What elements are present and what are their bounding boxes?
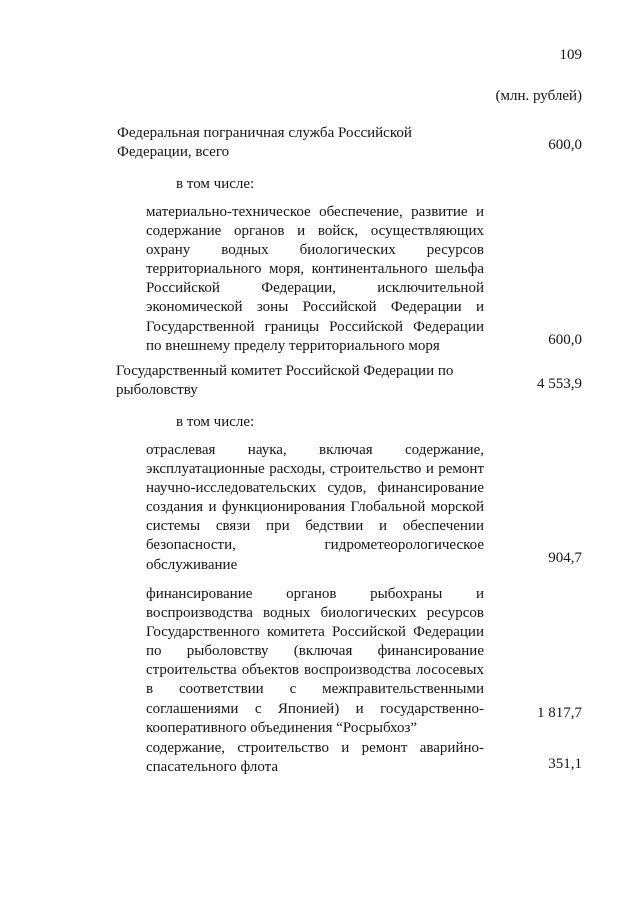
expense-item-text: материально-техническое обеспечение, развитие и содержание органов и войск, осуществляющих охрану водных биологических ресурсов территориального моря, континентального шельфа Российской Федерации, исключительной экономической зоны Российской Федерации и Государственной границы Российской Федерации по внешнему пределу территориального моря [146,204,484,354]
expense-item-amount: 904,7 [548,550,582,566]
expense-item-text: отраслевая наука, включая содержание, эксплуатационные расходы, строительство и ремонт научно-исследовательских судов, финансирование создания и функционирования Глобальной морской системы связи при бедствии и обеспечении безопасности, гидрометеорологическое обслуживание [146,442,484,573]
expense-item-amount: 351,1 [548,756,582,772]
sub-heading: в том числе: [176,414,255,430]
expense-item-amount: 1 817,7 [537,705,582,721]
org-total-border-service: 600,0 [548,137,582,153]
units-label: (млн. рублей) [495,88,582,104]
org-total-fisheries-committee: 4 553,9 [537,376,582,392]
sub-heading: в том числе: [176,176,255,192]
expense-item-amount: 600,0 [548,332,582,348]
expense-item-text: содержание, строительство и ремонт аварийно-спасательного флота [146,740,484,776]
expense-item-text: финансирование органов рыбохраны и воспроизводства водных биологических ресурсов Государственного комитета Российской Федерации по рыболовству (включая финансирование строительства объектов воспроизводства лососевых в соответствии с межправительственными соглашениями с Японией) и государственно-кооперативного объединения “Росрыбхоз” [146,586,484,736]
page-number: 109 [559,47,582,63]
org-name-border-service: Федеральная пограничная служба Российской Федерации, всего [117,125,412,160]
org-name-fisheries-committee: Государственный комитет Российской Федерации по рыболовству [116,363,454,398]
